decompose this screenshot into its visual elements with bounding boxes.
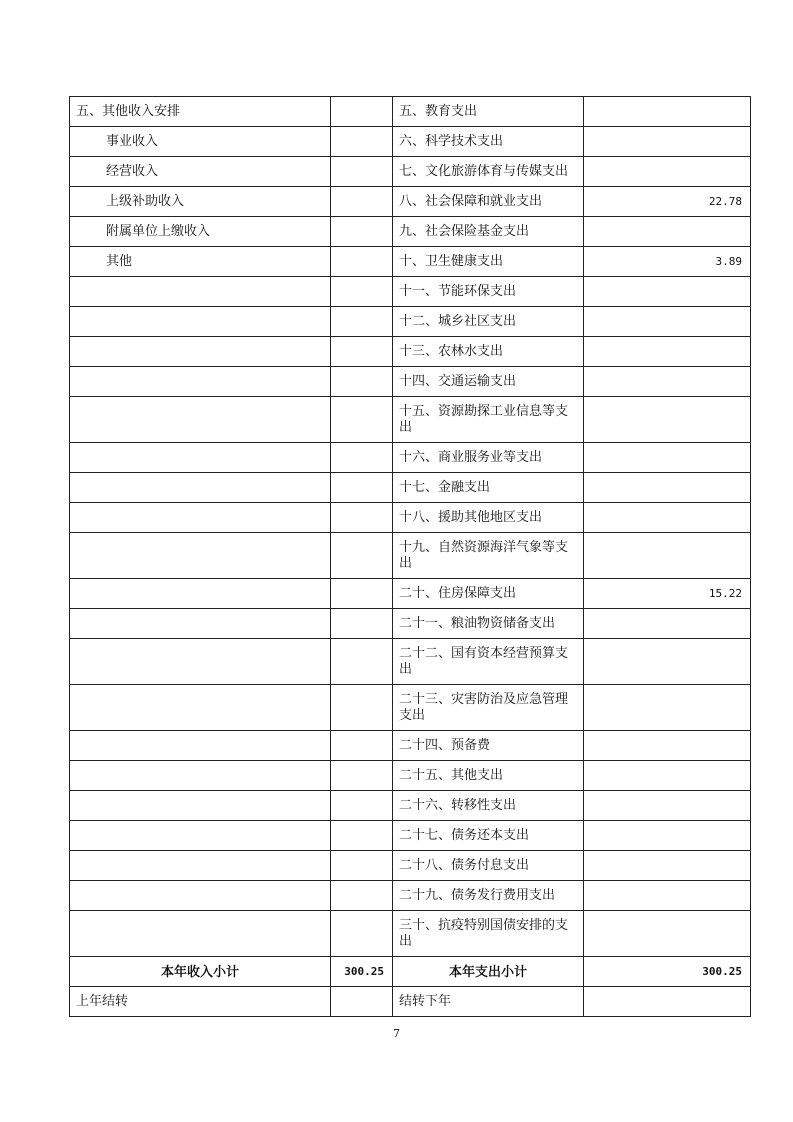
table-row	[70, 911, 751, 957]
budget-table-container	[69, 96, 750, 1017]
income-item-label	[70, 911, 331, 957]
income-item-label	[70, 307, 331, 337]
income-item-amount	[331, 217, 393, 247]
income-item-amount	[331, 821, 393, 851]
income-item-label	[70, 609, 331, 639]
expense-item-amount	[584, 639, 751, 685]
income-item-amount	[331, 791, 393, 821]
table-row	[70, 761, 751, 791]
income-item-amount	[331, 761, 393, 791]
total-row	[70, 957, 751, 987]
expense-item-label: 二十三、灾害防治及应急管理支出	[393, 685, 584, 731]
expense-item-amount	[584, 217, 751, 247]
expense-item-label: 二十四、预备费	[393, 731, 584, 761]
expense-item-amount	[584, 127, 751, 157]
income-item-label	[70, 337, 331, 367]
expense-item-label: 八、社会保障和就业支出	[393, 187, 584, 217]
expense-item-amount: 22.78	[584, 187, 751, 217]
income-item-amount	[331, 473, 393, 503]
carry-to-next-year-amount	[584, 987, 751, 1017]
income-item-amount	[331, 97, 393, 127]
expense-item-label: 十七、金融支出	[393, 473, 584, 503]
income-item-amount	[331, 881, 393, 911]
table-row	[70, 307, 751, 337]
income-item-amount	[331, 397, 393, 443]
expense-item-label: 二十七、债务还本支出	[393, 821, 584, 851]
expense-item-amount	[584, 97, 751, 127]
table-row	[70, 533, 751, 579]
expense-item-amount	[584, 685, 751, 731]
income-item-label: 五、其他收入安排	[70, 97, 331, 127]
expense-item-amount	[584, 473, 751, 503]
income-item-label	[70, 397, 331, 443]
table-row	[70, 821, 751, 851]
table-row	[70, 731, 751, 761]
table-row	[70, 337, 751, 367]
income-item-label	[70, 791, 331, 821]
expense-item-label: 二十九、债务发行费用支出	[393, 881, 584, 911]
table-row	[70, 187, 751, 217]
income-item-label	[70, 685, 331, 731]
table-row	[70, 247, 751, 277]
income-item-amount	[331, 503, 393, 533]
income-item-amount	[331, 579, 393, 609]
income-item-amount	[331, 911, 393, 957]
expense-item-amount	[584, 157, 751, 187]
income-item-label	[70, 731, 331, 761]
income-total-label: 本年收入小计	[70, 957, 331, 987]
table-footer	[70, 957, 751, 1017]
table-row	[70, 881, 751, 911]
income-item-label	[70, 367, 331, 397]
income-item-amount	[331, 639, 393, 685]
expense-item-amount	[584, 337, 751, 367]
expense-item-amount	[584, 307, 751, 337]
income-item-amount	[331, 157, 393, 187]
expense-item-amount	[584, 397, 751, 443]
income-item-amount	[331, 685, 393, 731]
income-item-amount	[331, 851, 393, 881]
expense-item-label: 二十六、转移性支出	[393, 791, 584, 821]
income-item-amount	[331, 277, 393, 307]
income-item-amount	[331, 127, 393, 157]
table-row	[70, 685, 751, 731]
table-row	[70, 277, 751, 307]
expense-item-amount	[584, 881, 751, 911]
income-item-amount	[331, 307, 393, 337]
income-item-label: 上级补助收入	[70, 187, 331, 217]
expense-item-amount	[584, 609, 751, 639]
income-item-amount	[331, 187, 393, 217]
expense-item-label: 十、卫生健康支出	[393, 247, 584, 277]
table-row	[70, 609, 751, 639]
income-item-amount	[331, 247, 393, 277]
income-item-label	[70, 851, 331, 881]
income-item-label	[70, 761, 331, 791]
table-row	[70, 851, 751, 881]
table-row	[70, 157, 751, 187]
prior-year-carryover-label: 上年结转	[70, 987, 331, 1017]
expense-item-amount	[584, 851, 751, 881]
expense-item-label: 六、科学技术支出	[393, 127, 584, 157]
expense-item-label: 十二、城乡社区支出	[393, 307, 584, 337]
expense-item-label: 二十八、债务付息支出	[393, 851, 584, 881]
expense-item-label: 十六、商业服务业等支出	[393, 443, 584, 473]
income-item-amount	[331, 443, 393, 473]
expense-item-amount	[584, 367, 751, 397]
income-item-label	[70, 881, 331, 911]
income-item-label	[70, 821, 331, 851]
table-row	[70, 217, 751, 247]
expense-item-label: 五、教育支出	[393, 97, 584, 127]
expense-item-amount	[584, 533, 751, 579]
expense-item-amount: 3.89	[584, 247, 751, 277]
income-item-label	[70, 277, 331, 307]
income-item-label	[70, 473, 331, 503]
expense-item-amount	[584, 791, 751, 821]
income-item-label: 附属单位上缴收入	[70, 217, 331, 247]
income-item-amount	[331, 533, 393, 579]
expense-item-label: 十一、节能环保支出	[393, 277, 584, 307]
income-expense-table	[69, 96, 751, 1017]
page-number: 7	[393, 1027, 400, 1040]
income-item-amount	[331, 731, 393, 761]
income-item-label: 事业收入	[70, 127, 331, 157]
income-item-label	[70, 579, 331, 609]
table-row	[70, 473, 751, 503]
expense-total-amount: 300.25	[584, 957, 751, 987]
table-body	[70, 97, 751, 957]
income-item-amount	[331, 367, 393, 397]
expense-item-amount: 15.22	[584, 579, 751, 609]
table-row	[70, 367, 751, 397]
table-row	[70, 579, 751, 609]
table-row	[70, 639, 751, 685]
expense-item-label: 九、社会保险基金支出	[393, 217, 584, 247]
expense-item-amount	[584, 911, 751, 957]
expense-item-amount	[584, 443, 751, 473]
income-item-label	[70, 533, 331, 579]
expense-total-label: 本年支出小计	[393, 957, 584, 987]
expense-item-label: 十四、交通运输支出	[393, 367, 584, 397]
expense-item-label: 三十、抗疫特别国债安排的支出	[393, 911, 584, 957]
expense-item-label: 十五、资源勘探工业信息等支出	[393, 397, 584, 443]
expense-item-label: 二十二、国有资本经营预算支出	[393, 639, 584, 685]
expense-item-label: 二十一、粮油物资储备支出	[393, 609, 584, 639]
income-item-label	[70, 639, 331, 685]
carryover-row	[70, 987, 751, 1017]
expense-item-amount	[584, 761, 751, 791]
table-row	[70, 791, 751, 821]
expense-item-amount	[584, 731, 751, 761]
table-row	[70, 397, 751, 443]
expense-item-label: 十八、援助其他地区支出	[393, 503, 584, 533]
income-item-label	[70, 503, 331, 533]
table-row	[70, 443, 751, 473]
income-item-label: 经营收入	[70, 157, 331, 187]
table-row	[70, 503, 751, 533]
expense-item-amount	[584, 277, 751, 307]
carry-to-next-year-label: 结转下年	[393, 987, 584, 1017]
expense-item-label: 十三、农林水支出	[393, 337, 584, 367]
expense-item-label: 二十五、其他支出	[393, 761, 584, 791]
table-row	[70, 127, 751, 157]
income-item-amount	[331, 609, 393, 639]
income-item-amount	[331, 337, 393, 367]
income-item-label	[70, 443, 331, 473]
table-row	[70, 97, 751, 127]
prior-year-carryover-amount	[331, 987, 393, 1017]
expense-item-amount	[584, 821, 751, 851]
expense-item-amount	[584, 503, 751, 533]
expense-item-label: 七、文化旅游体育与传媒支出	[393, 157, 584, 187]
expense-item-label: 二十、住房保障支出	[393, 579, 584, 609]
income-total-amount: 300.25	[331, 957, 393, 987]
income-item-label: 其他	[70, 247, 331, 277]
expense-item-label: 十九、自然资源海洋气象等支出	[393, 533, 584, 579]
